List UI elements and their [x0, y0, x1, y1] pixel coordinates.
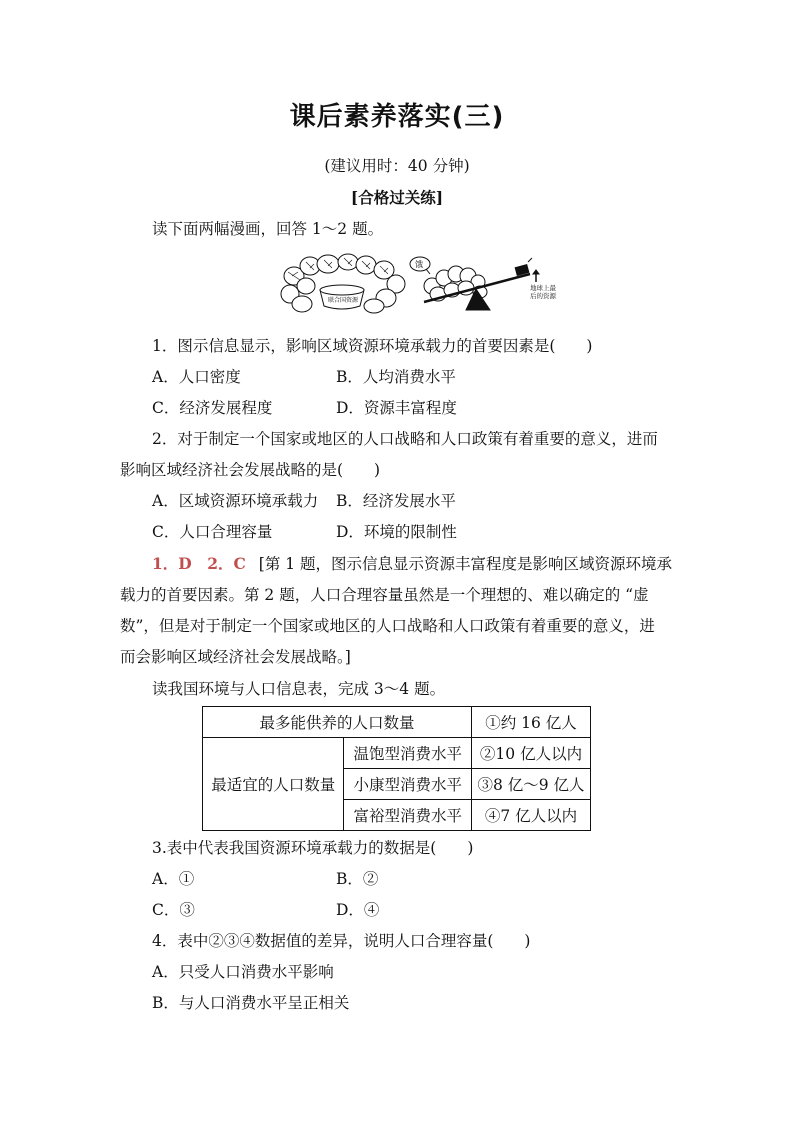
q4-option-a: A．只受人口消费水平影响	[152, 963, 334, 981]
table-cell-value: ②10 亿人以内	[472, 738, 591, 769]
question-3-stem: 3.表中代表我国资源环境承载力的数据是( )	[152, 839, 474, 857]
q1-option-b: B．人均消费水平	[336, 368, 456, 386]
q1-option-d: D．资源丰富程度	[336, 399, 457, 417]
answer-key: 1．D 2．C	[152, 554, 246, 573]
table-row	[203, 738, 591, 769]
page-title: 课后素养落实(三)	[289, 102, 505, 132]
speech-bubble-text: 饿	[415, 260, 423, 269]
q3-option-b: B．②	[336, 870, 379, 888]
section-heading: [合格过关练]	[350, 188, 444, 207]
answer-explanation-1: [第 1 题，图示信息显示资源丰富程度是影响区域资源环境承	[258, 555, 673, 573]
table-cell-value: ③8 亿～9 亿人	[472, 769, 591, 800]
bowl-label: 联合国资源	[328, 297, 359, 304]
table-cell-group-label: 最适宜的人口数量	[203, 738, 344, 831]
table-cell-value: ①约 16 亿人	[472, 707, 591, 738]
question-4-stem: 4．表中②③④数据值的差异，说明人口合理容量( )	[152, 932, 531, 950]
question-2-stem-line2: 影响区域经济社会发展战略的是( )	[120, 461, 381, 479]
intro-questions-1-2: 读下面两幅漫画，回答 1～2 题。	[152, 220, 384, 238]
question-2-stem-line1: 2．对于制定一个国家或地区的人口战略和人口政策有着重要的意义，进而	[152, 430, 658, 448]
table-cell-sublabel: 富裕型消费水平	[344, 800, 472, 831]
answer-line-4: 而会影响区域经济社会发展战略。]	[120, 648, 351, 666]
q1-option-a: A．人口密度	[152, 368, 241, 386]
cartoon-illustration	[280, 252, 556, 314]
answer-line-1	[152, 554, 672, 574]
q1-option-c: C．经济发展程度	[152, 399, 273, 417]
answer-line-2: 载力的首要因素。第 2 题，人口合理容量虽然是一个理想的、难以确定的 “虚	[120, 586, 649, 604]
table-cell-label: 最多能供养的人口数量	[203, 707, 472, 738]
table-cell-sublabel: 温饱型消费水平	[344, 738, 472, 769]
answer-line-3: 数”，但是对于制定一个国家或地区的人口战略和人口政策有着重要的意义，进	[120, 617, 655, 635]
intro-questions-3-4: 读我国环境与人口信息表，完成 3～4 题。	[152, 680, 446, 698]
q4-option-b: B．与人口消费水平呈正相关	[152, 994, 350, 1012]
table-cell-value: ④7 亿人以内	[472, 800, 591, 831]
q3-option-d: D．④	[336, 901, 380, 919]
resource-sign-line1: 地球上最	[530, 284, 556, 292]
question-1-stem: 1．图示信息显示，影响区域资源环境承载力的首要因素是( )	[152, 337, 593, 355]
resource-sign-line2: 后的资源	[530, 292, 556, 300]
table-cell-sublabel: 小康型消费水平	[344, 769, 472, 800]
left-cartoon-crowd	[281, 254, 405, 313]
q2-option-c: C．人口合理容量	[152, 523, 273, 541]
q3-option-a: A．①	[152, 870, 195, 888]
population-info-table	[202, 706, 591, 831]
time-hint: (建议用时：40 分钟)	[324, 157, 470, 175]
table-row	[203, 707, 591, 738]
q2-option-d: D．环境的限制性	[336, 523, 457, 541]
q3-option-c: C．③	[152, 901, 195, 919]
q2-option-b: B．经济发展水平	[336, 492, 456, 510]
q2-option-a: A．区域资源环境承载力	[152, 492, 319, 510]
right-cartoon-seesaw	[410, 257, 539, 310]
